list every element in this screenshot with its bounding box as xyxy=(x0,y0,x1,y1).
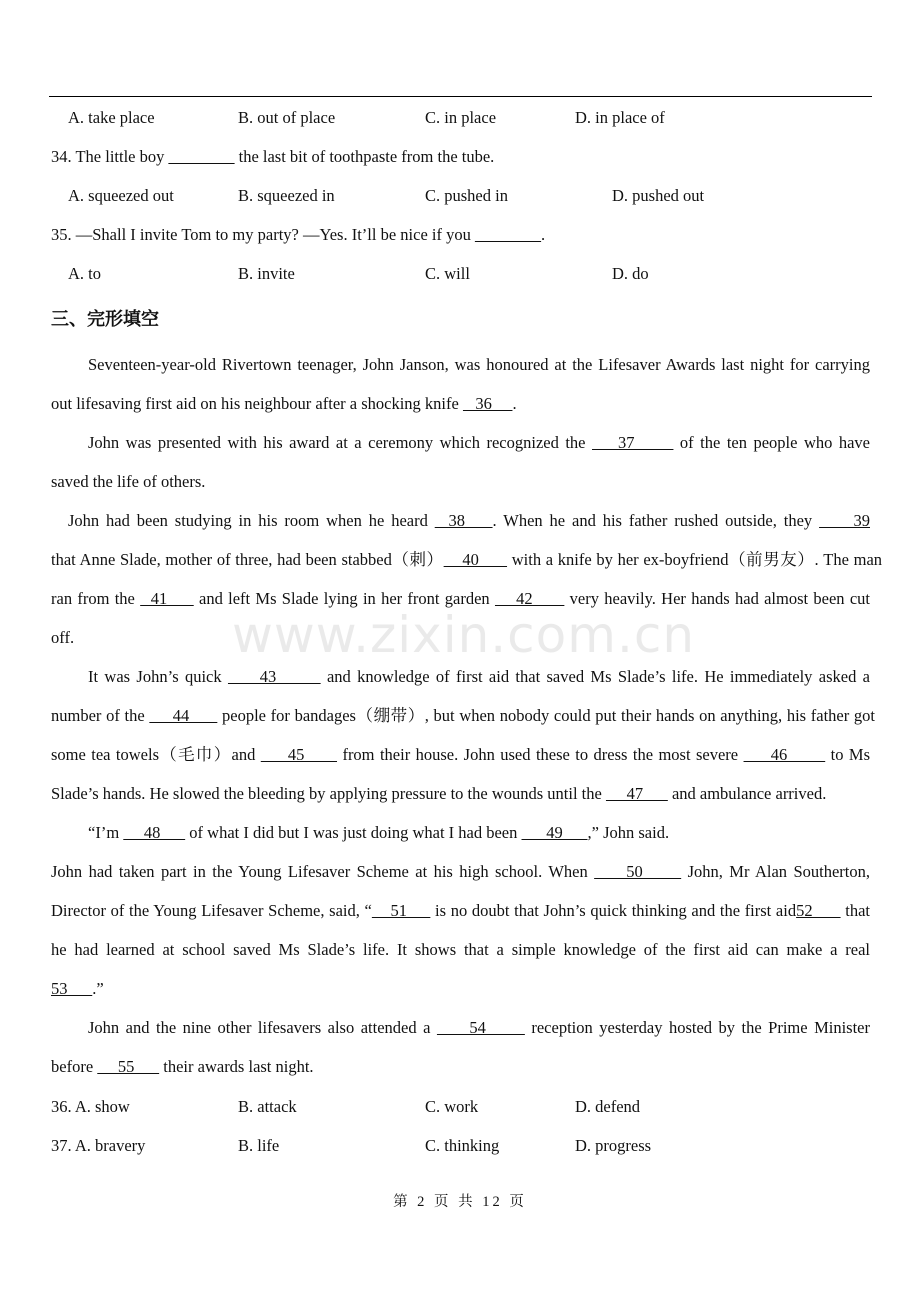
q34-option-c: C. pushed in xyxy=(425,186,508,205)
header-rule xyxy=(49,96,872,97)
blank-48: 48 xyxy=(123,823,186,842)
question-35: 35. —Shall I invite Tom to my party? —Yes. It’ll be nice if you ________. xyxy=(51,225,546,244)
blank-46: 46 xyxy=(743,745,826,764)
passage-line: ran from the 41 and left Ms Slade lying in her front garden 42 very heavily. Her hands had almost been cut xyxy=(51,589,870,608)
blank-44: 44 xyxy=(149,706,218,725)
passage-line: It was John’s quick 43 and knowledge of first aid that saved Ms Slade’s life. He immediately asked a xyxy=(88,667,870,686)
blank-42: 42 xyxy=(494,589,565,608)
passage-line: saved the life of others. xyxy=(51,472,206,491)
blank-38: 38 xyxy=(434,511,493,530)
passage-line: out lifesaving first aid on his neighbour after a shocking knife 36 . xyxy=(51,394,517,413)
q33-option-d: D. in place of xyxy=(575,108,665,127)
q37-option-c: C. thinking xyxy=(425,1136,500,1155)
q35-option-c: C. will xyxy=(425,264,470,283)
blank-37: 37 xyxy=(592,433,674,452)
watermark: www.zixin.com.cn xyxy=(232,606,696,664)
passage-line: off. xyxy=(51,628,75,647)
blank-49: 49 xyxy=(521,823,588,842)
blank-36: 36 xyxy=(462,394,513,413)
blank-53: 53 xyxy=(51,979,93,998)
q36-option-d: D. defend xyxy=(575,1097,641,1116)
blank-43: 43 xyxy=(227,667,321,686)
blank-40: 40 xyxy=(443,550,508,569)
blank-45: 45 xyxy=(260,745,338,764)
blank-35: ________ xyxy=(474,225,541,244)
blank-50: 50 xyxy=(594,862,682,881)
q34-option-a: A. squeezed out xyxy=(68,186,174,205)
passage-line: Seventeen-year-old Rivertown teenager, John Janson, was honoured at the Lifesaver Awards last night for carrying xyxy=(88,355,870,374)
q33-option-c: C. in place xyxy=(425,108,497,127)
question-34: 34. The little boy ________ the last bit of toothpaste from the tube. xyxy=(51,147,495,166)
q37-option-d: D. progress xyxy=(575,1136,652,1155)
blank-52: 52 xyxy=(796,901,841,920)
passage-line: “I’m 48 of what I did but I was just doing what I had been 49 ,” John said. xyxy=(88,823,670,842)
q33-option-b: B. out of place xyxy=(238,108,336,127)
q34-option-b: B. squeezed in xyxy=(238,186,335,205)
blank-41: 41 xyxy=(140,589,194,608)
passage-line: Slade’s hands. He slowed the bleeding by applying pressure to the wounds until the 47 and ambulance arrived. xyxy=(51,784,827,803)
q33-option-a: A. take place xyxy=(68,108,155,127)
passage-line: that Anne Slade, mother of three, had been stabbed（刺） 40 with a knife by her ex-boyfriend（前男友）. The man xyxy=(51,550,883,569)
q36-option-a: 36. A. show xyxy=(51,1097,130,1116)
passage-line: John was presented with his award at a ceremony which recognized the 37 of the ten people who have xyxy=(88,433,870,452)
passage-line: John had been studying in his room when he heard 38 . When he and his father rushed outside, they 39 xyxy=(68,511,870,530)
passage-line: Director of the Young Lifesaver Scheme, said, “ 51 is no doubt that John’s quick thinking and the first aid52 that xyxy=(51,901,871,920)
passage-line: 53 .” xyxy=(51,979,104,998)
passage-line: John had taken part in the Young Lifesaver Scheme at his high school. When 50 John, Mr Alan Southerton, xyxy=(51,862,870,881)
blank-39: 39 xyxy=(819,511,870,530)
q37-option-b: B. life xyxy=(238,1136,280,1155)
blank-55: 55 xyxy=(97,1057,160,1076)
passage-line: John and the nine other lifesavers also attended a 54 reception yesterday hosted by the Prime Minister xyxy=(88,1018,871,1037)
q34-option-d: D. pushed out xyxy=(612,186,705,205)
passage-line: number of the 44 people for bandages（绷带）, but when nobody could put their hands on anything, his father got xyxy=(51,706,875,725)
section-title: 三、完形填空 xyxy=(51,309,159,330)
blank-34: ________ xyxy=(168,147,235,166)
passage-line: some tea towels（毛巾）and 45 from their house. John used these to dress the most severe 46 to Ms xyxy=(51,745,870,764)
blank-51: 51 xyxy=(371,901,431,920)
q36-option-c: C. work xyxy=(425,1097,479,1116)
passage-line: he had learned at school saved Ms Slade’s life. It shows that a simple knowledge of the first aid can make a real xyxy=(51,940,870,959)
q36-option-b: B. attack xyxy=(238,1097,297,1116)
page-footer: 第 2 页 共 12 页 xyxy=(393,1194,527,1210)
q35-option-a: A. to xyxy=(68,264,101,283)
q35-option-b: B. invite xyxy=(238,264,295,283)
blank-54: 54 xyxy=(436,1018,525,1037)
passage-line: before 55 their awards last night. xyxy=(51,1057,314,1076)
q37-option-a: 37. A. bravery xyxy=(51,1136,146,1155)
blank-47: 47 xyxy=(605,784,668,803)
q35-option-d: D. do xyxy=(612,264,649,283)
